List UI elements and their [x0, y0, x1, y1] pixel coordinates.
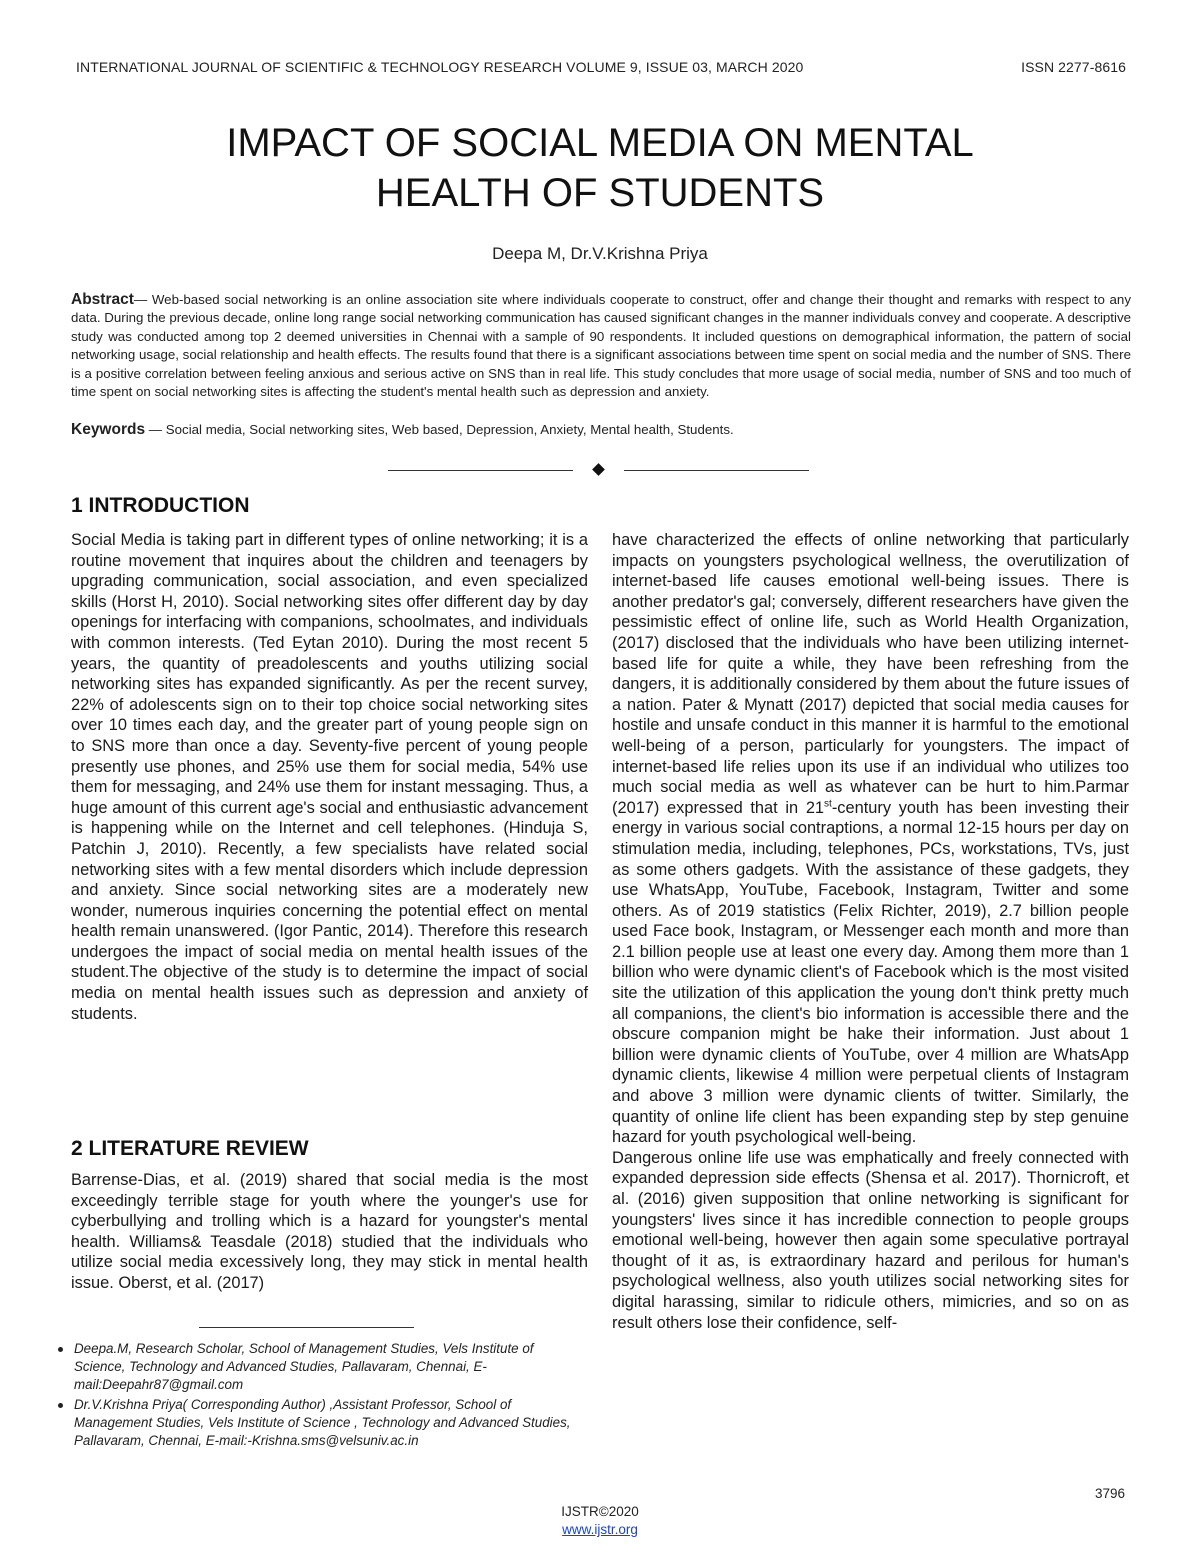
divider-line-left	[388, 470, 573, 471]
introduction-paragraph: Social Media is taking part in different types of online networking; it is a routine movement that inquires about the children and teenagers by upgrading communication, social association, and even specialized skills (Horst H, 2010). Social networking sites offer different day by day openings for interfacing with companions, schoolmates, and individuals with common interests. (Ted Eytan 2010). During the most recent 5 years, the quantity of preadolescents and youths utilizing social networking sites has expanded significantly. As per the recent survey, 22% of adolescents sign on to their top choice social networking sites over 10 times each day, and the greater part of young people sign on to SNS more than once a day. Seventy-five percent of young people presently use phones, and 25% use them for social media, 54% use them for messaging, and 24% use them for instant messaging. Thus, a huge amount of this current age's social and enthusiastic advancement is happening while on the Internet and cell telephones. (Hinduja S, Patchin J, 2010). Recently, a few specialists have related social networking sites with a few mental disorders which include depression and anxiety. Since social networking sites are a moderately new wonder, numerous inquiries concerning the potential effect on mental health remain unanswered. (Igor Pantic, 2014). Therefore this research undergoes the impact of social media on mental health issues of the student.The objective of the study is to determine the impact of social media on mental health issues such as depression and anxiety of students.	[71, 531, 588, 1023]
footnotes	[58, 1340, 588, 1451]
section-heading-introduction: 1 INTRODUCTION	[71, 494, 250, 517]
abstract-dash: —	[133, 292, 152, 307]
keywords-label: Keywords	[71, 421, 146, 438]
footnote-text: Deepa.M, Research Scholar, School of Management Studies, Vels Institute of Science, Technology and Advanced Studies, Pallavaram, Chennai, E-mail:Deepahr87@gmail.com	[74, 1341, 534, 1393]
keywords	[71, 421, 1131, 439]
footnote-rule	[199, 1327, 414, 1328]
running-header	[76, 59, 1126, 75]
keywords-dash: —	[145, 422, 166, 437]
issn: ISSN 2277-8616	[1021, 59, 1126, 75]
bullet-icon	[58, 1403, 63, 1408]
title-line-2: HEALTH OF STUDENTS	[375, 171, 825, 215]
paper-title	[0, 118, 1200, 218]
right-paragraph-2: Dangerous online life use was emphatically and freely connected with expanded depression side effects (Shensa et al. 2017). Thornicroft, et al. (2016) given supposition that online networking is significant for youngsters' lives since it has incredible connection to people groups emotional well-being, however then again some speculative portrayal thought of it as, is extraordinary hazard and perilous for human's psychological wellness, also youth utilizes social networking sites for digital harassing, similar to ridicule others, mimicries, and so on as result others lose their confidence, self-	[612, 1148, 1129, 1332]
footer-url	[0, 1522, 1200, 1537]
abstract-text: Web-based social networking is an online association site where individuals cooperate to construct, offer and change their thought and remarks with respect to any data. During the previous decade, online long range social networking communication has caused significant changes in the manner individuals convey and cooperate. A descriptive study was conducted among top 2 deemed universities in Chennai with a sample of 90 respondents. It included questions on demographical information, the pattern of social networking usage, social relationship and health effects. The results found that there is a significant associations between time spent on social media and the number of SNS. There is a positive correlation between feeling anxious and serious active on SNS than in real life. This study concludes that more usage of social media, number of SNS and too much of time spent on social networking sites is affecting the student's mental health such as depression and anxiety.	[71, 292, 1131, 400]
right-paragraph-1-part-a: have characterized the effects of online networking that particularly impacts on youngsters psychological wellness, the overutilization of internet-based life causes emotional well-being issues. There is another predator's gal; conversely, different researchers have given the pessimistic effect of online life, such as World Health Organization, (2017) disclosed that the individuals who have been utilizing internet-based life for quite a while, they have been refreshing from the dangers, it is additionally considered by them about the future issues of a nation. Pater & Mynatt (2017) depicted that social media causes for hostile and unsafe conduct in this manner it is harmful to the emotional well-being of a person, particularly for youngsters. The impact of internet-based life relies upon its use if an individual who utilizes too much social media as well as whatever can be hurt to him.Parmar (2017) expressed that in 21	[612, 531, 1129, 817]
right-paragraph-1-part-b: -century youth has been investing their energy in various social contraptions, a normal 12-15 hours per day on stimulation media, including, telephones, PCs, workstations, TVs, just as some others gadgets. With the assistance of these gadgets, they use WhatsApp, YouTube, Facebook, Instagram, Twitter and some others. As of 2019 statistics (Felix Richter, 2019), 2.7 billion people used Face book, Instagram, or Messenger each month and more than 2.1 billion people use at least one every day. Among them more than 1 billion who were dynamic client's of Facebook which is the most visited site the utilization of this application the young don't think pretty much all companions, the client's bio information is accessible there and the obscure companion might be hake their information. Just about 1 billion were dynamic clients of YouTube, over 4 million are WhatsApp dynamic clients, likewise 4 million were perpetual clients of Instagram and above 3 million were dynamic clients of twitter. Similarly, the quantity of online life client has been expanding step by step genuine hazard for youth psychological well-being.	[612, 798, 1129, 1147]
section-divider	[0, 463, 1200, 477]
right-paragraph-1	[612, 530, 1129, 1148]
page-number: 3796	[1095, 1486, 1126, 1501]
footnote-item	[58, 1340, 588, 1395]
journal-name: INTERNATIONAL JOURNAL OF SCIENTIFIC & TECHNOLOGY RESEARCH VOLUME 9, ISSUE 03, MARCH 2020	[76, 59, 804, 75]
ordinal-superscript: st	[824, 798, 832, 810]
divider-line-right	[624, 470, 809, 471]
footnote-text: Dr.V.Krishna Priya( Corresponding Author) ,Assistant Professor, School of Management Studies, Vels Institute of Science , Technology and Advanced Studies, Pallavaram, Chennai, E-mail:-Krishna.sms@velsuniv.ac.in	[74, 1396, 571, 1449]
right-column-body	[612, 530, 1129, 1333]
journal-website-link[interactable]: www.ijstr.org	[562, 1522, 638, 1537]
diamond-icon	[592, 463, 605, 476]
bullet-icon	[58, 1347, 63, 1352]
author-list: Deepa M, Dr.V.Krishna Priya	[492, 244, 708, 263]
literature-paragraph: Barrense-Dias, et al. (2019) shared that social media is the most exceedingly terrible stage for youth where the younger's use for cyberbullying and trolling which is a hazard for youngster's mental health. Williams& Teasdale (2018) studied that the individuals who utilize social media excessively long, they may stick in mental health issue. Oberst, et al. (2017)	[71, 1171, 588, 1292]
section-heading-literature-review: 2 LITERATURE REVIEW	[71, 1137, 309, 1160]
abstract-label: Abstract	[71, 291, 134, 308]
footer-copyright: IJSTR©2020	[561, 1504, 639, 1519]
title-line-1: IMPACT OF SOCIAL MEDIA ON MENTAL	[226, 121, 974, 165]
abstract	[71, 291, 1131, 401]
keywords-text: Social media, Social networking sites, Web based, Depression, Anxiety, Mental health, Students.	[165, 422, 734, 437]
introduction-body	[71, 530, 588, 1024]
literature-review-body	[71, 1170, 588, 1294]
footnote-item	[58, 1396, 588, 1451]
